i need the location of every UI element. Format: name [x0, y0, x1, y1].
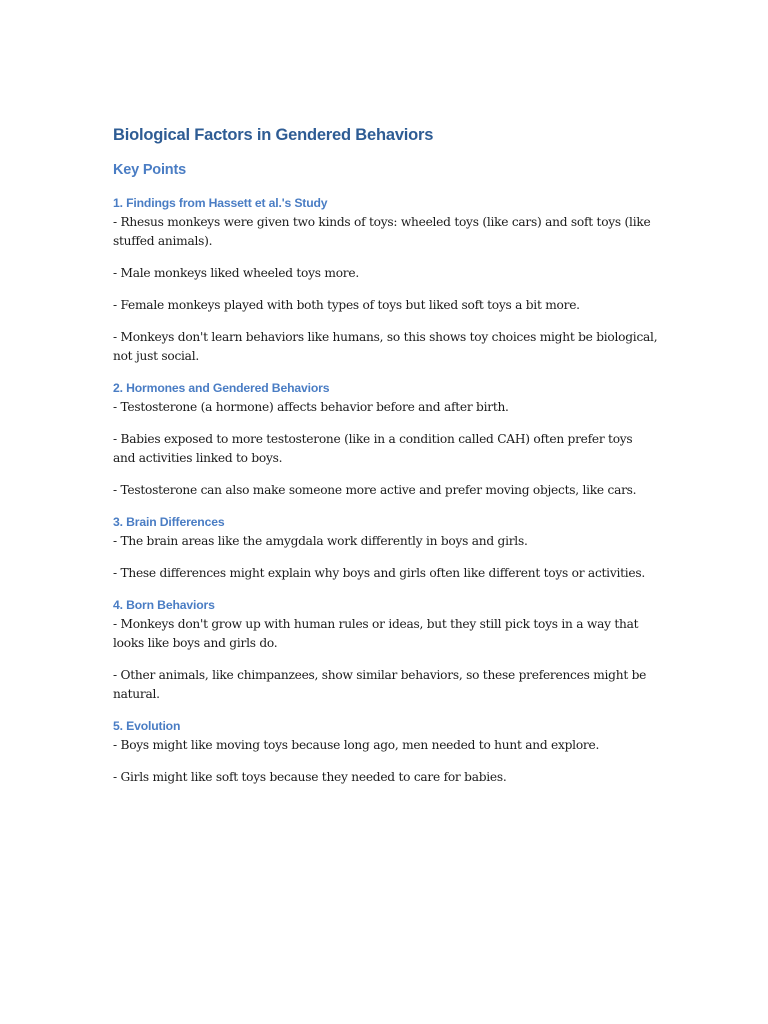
document-body [113, 124, 658, 800]
section-heading: 4. Born Behaviors [113, 598, 215, 612]
paragraph: - Boys might like moving toys because long ago, men needed to hunt and explore. [113, 738, 600, 752]
paragraph: - Female monkeys played with both types of toys but liked soft toys a bit more. [113, 298, 580, 312]
section-hormones [113, 379, 658, 500]
paragraph: - Other animals, like chimpanzees, show similar behaviors, so these preferences might be natural. [113, 668, 647, 701]
section-evolution [113, 717, 658, 787]
paragraph: - Rhesus monkeys were given two kinds of toys: wheeled toys (like cars) and soft toys (like stuffed animals). [113, 215, 651, 248]
document-subtitle: Key Points [113, 162, 186, 178]
paragraph: - Monkeys don't learn behaviors like humans, so this shows toy choices might be biological, not just social. [113, 330, 658, 363]
section-heading: 3. Brain Differences [113, 515, 225, 529]
paragraph: - Babies exposed to more testosterone (like in a condition called CAH) often prefer toys and activities linked to boys. [113, 432, 633, 465]
paragraph: - These differences might explain why boys and girls often like different toys or activities. [113, 566, 645, 580]
section-born-behaviors [113, 596, 658, 704]
section-brain-differences [113, 513, 658, 583]
section-hassett-study [113, 194, 658, 366]
section-heading: 2. Hormones and Gendered Behaviors [113, 381, 330, 395]
paragraph: - Male monkeys liked wheeled toys more. [113, 266, 359, 280]
document-title: Biological Factors in Gendered Behaviors [113, 126, 434, 144]
section-heading: 5. Evolution [113, 719, 181, 733]
paragraph: - Testosterone (a hormone) affects behavior before and after birth. [113, 400, 509, 414]
paragraph: - The brain areas like the amygdala work differently in boys and girls. [113, 534, 528, 548]
paragraph: - Girls might like soft toys because they needed to care for babies. [113, 770, 507, 784]
section-heading: 1. Findings from Hassett et al.'s Study [113, 196, 328, 210]
paragraph: - Monkeys don't grow up with human rules or ideas, but they still pick toys in a way that looks like boys and girls do. [113, 617, 639, 650]
paragraph: - Testosterone can also make someone more active and prefer moving objects, like cars. [113, 483, 637, 497]
